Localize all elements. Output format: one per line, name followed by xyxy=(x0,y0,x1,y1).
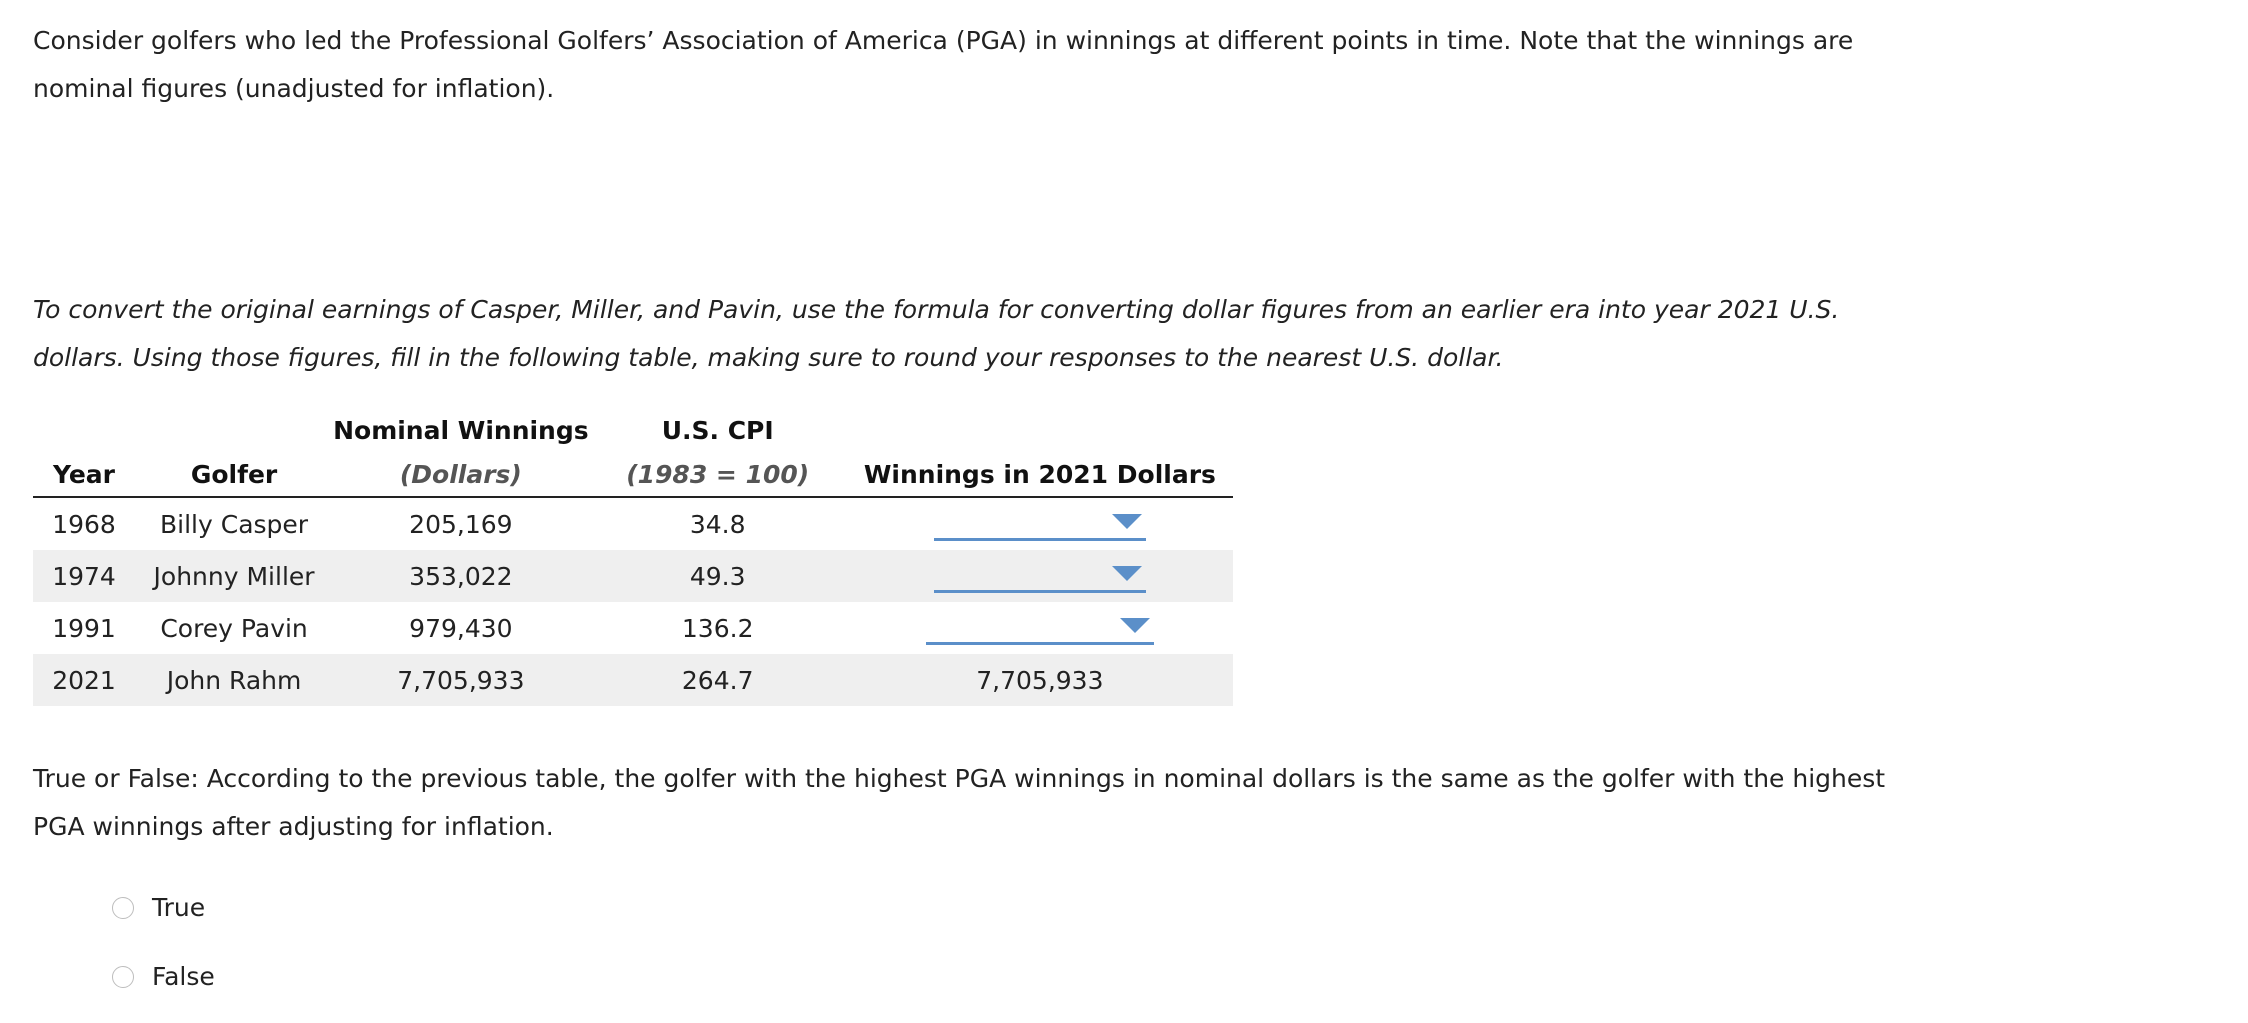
nominal-unit-header: (Dollars) xyxy=(333,452,589,497)
winnings-table xyxy=(33,408,1233,706)
real-winnings-header: Winnings in 2021 Dollars xyxy=(847,452,1233,497)
miller-winnings-dropdown[interactable] xyxy=(934,560,1146,593)
true-radio-button[interactable] xyxy=(112,897,134,919)
nominal-cell: 205,169 xyxy=(409,509,513,539)
cpi-cell: 136.2 xyxy=(681,613,754,643)
real-winnings-cell: 7,705,933 xyxy=(847,654,1233,706)
dropdown-arrow-icon[interactable] xyxy=(1112,514,1142,529)
pavin-winnings-dropdown[interactable] xyxy=(926,612,1154,645)
table-row xyxy=(33,602,1233,654)
table-row xyxy=(33,550,1233,602)
true-false-question: True or False: According to the previous table, the golfer with the highest PGA winnings in nominal dollars is the same as the golfer with the highest PGA winnings after adjusting for inflation. xyxy=(33,764,1886,841)
cpi-cell: 34.8 xyxy=(689,509,746,539)
dropdown-arrow-icon[interactable] xyxy=(1112,566,1142,581)
real-winnings-cell xyxy=(847,602,1233,654)
table-row xyxy=(33,654,1233,706)
instruction-paragraph: To convert the original earnings of Casper, Miller, and Pavin, use the formula for converting dollar figures from an earlier era into year 2021 U.S. dollars. Using those figures, fill in the following table, making sure to round your responses to the nearest U.S. dollar. xyxy=(33,295,1840,372)
year-cell: 1991 xyxy=(52,613,116,643)
intro-paragraph: Consider golfers who led the Professional Golfers’ Association of America (PGA) in winnings at different points in time. Note that the winnings are nominal figures (unadjusted for inflation). xyxy=(33,26,1854,103)
false-radio-button[interactable] xyxy=(112,966,134,988)
year-cell: 1968 xyxy=(52,509,116,539)
real-winnings-cell xyxy=(847,550,1233,602)
year-header: Year xyxy=(33,452,135,497)
real-winnings-cell xyxy=(847,497,1233,550)
false-option-label: False xyxy=(152,962,215,991)
true-option-label: True xyxy=(152,893,206,922)
casper-winnings-dropdown[interactable] xyxy=(934,508,1146,541)
golfer-cell: Billy Casper xyxy=(160,509,309,539)
nominal-cell: 979,430 xyxy=(409,613,513,643)
golfer-header: Golfer xyxy=(135,452,333,497)
nominal-group-header: Nominal Winnings xyxy=(333,415,589,445)
golfer-cell: Corey Pavin xyxy=(160,613,308,643)
cpi-cell: 49.3 xyxy=(589,550,847,602)
dropdown-arrow-icon[interactable] xyxy=(1120,618,1150,633)
golfer-cell: Johnny Miller xyxy=(135,550,333,602)
cpi-group-header: U.S. CPI xyxy=(661,415,774,445)
year-cell: 1974 xyxy=(33,550,135,602)
golfer-cell: John Rahm xyxy=(135,654,333,706)
table-row xyxy=(33,497,1233,550)
nominal-cell: 7,705,933 xyxy=(333,654,589,706)
true-option[interactable] xyxy=(112,893,205,922)
nominal-cell: 353,022 xyxy=(333,550,589,602)
cpi-cell: 264.7 xyxy=(589,654,847,706)
cpi-base-header: (1983 = 100) xyxy=(589,452,847,497)
year-cell: 2021 xyxy=(33,654,135,706)
false-option[interactable] xyxy=(112,962,215,991)
